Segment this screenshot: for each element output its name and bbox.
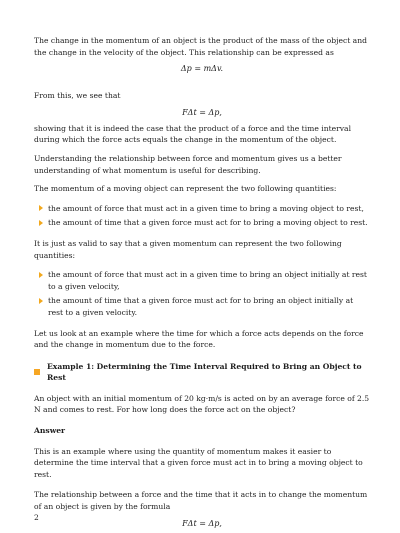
orange-square-icon	[34, 369, 40, 375]
paragraph-problem: An object with an initial momentum of 20 kg·m/s is acted on by an average force of 2.5 N and comes to rest. For how long does the force act on the object?	[34, 393, 370, 415]
equation-impulse-2: FΔt = Δp,	[182, 518, 222, 528]
triangle-bullet-icon	[39, 220, 43, 226]
equation-momentum-change: Δp = mΔv.	[180, 64, 224, 74]
bullet-list-moving	[34, 203, 370, 229]
list-item: the amount of force that must act in a given time to bring an object initially at rest to a given velocity,	[34, 269, 370, 292]
example-title: Example 1: Determining the Time Interval Required to Bring an Object to Rest	[47, 361, 362, 383]
list-item: the amount of force that must act in a given time to bring a moving object to rest,	[34, 203, 370, 215]
answer-heading: Answer	[34, 426, 66, 436]
triangle-bullet-icon	[39, 298, 43, 304]
paragraph-understanding: Understanding the relationship between force and momentum gives us a better understanding of what momentum is useful for describing.	[34, 153, 342, 175]
page-number: 2	[34, 513, 39, 522]
paragraph-showing: showing that it is indeed the case that the product of a force and the time interval during which the force acts equals the change in the momentum of the object.	[34, 123, 352, 145]
triangle-bullet-icon	[39, 205, 43, 211]
list-item: the amount of time that a given force must act for to bring an object initially at rest to a given velocity.	[34, 295, 370, 318]
page-content	[34, 35, 370, 529]
paragraph-momentum-definition: The change in the momentum of an object is the product of the mass of the object and the change in the velocity of the object. This relationship can be expressed as	[34, 36, 367, 57]
paragraph-just-as-valid: It is just as valid to say that a given momentum can represent the two following quantities:	[34, 238, 342, 260]
list-item: the amount of time that a given force must act for to bring a moving object to rest.	[34, 217, 370, 229]
paragraph-relationship: The relationship between a force and the time that it acts in to change the momentum of an object is given by the formula	[34, 490, 368, 512]
paragraph-from-this: From this, we see that	[34, 91, 121, 101]
triangle-bullet-icon	[39, 272, 43, 278]
paragraph-moving-object: The momentum of a moving object can represent the two following quantities:	[34, 184, 337, 194]
example-heading	[34, 361, 370, 384]
paragraph-answer-intro: This is an example where using the quantity of momentum makes it easier to determine the time interval that a given force must act in to bring a moving object to rest.	[34, 446, 363, 479]
bullet-list-at-rest	[34, 269, 370, 318]
equation-impulse: FΔt = Δp,	[182, 107, 222, 117]
paragraph-example-intro: Let us look at an example where the time for which a force acts depends on the force and the change in momentum due to the force.	[34, 328, 364, 350]
